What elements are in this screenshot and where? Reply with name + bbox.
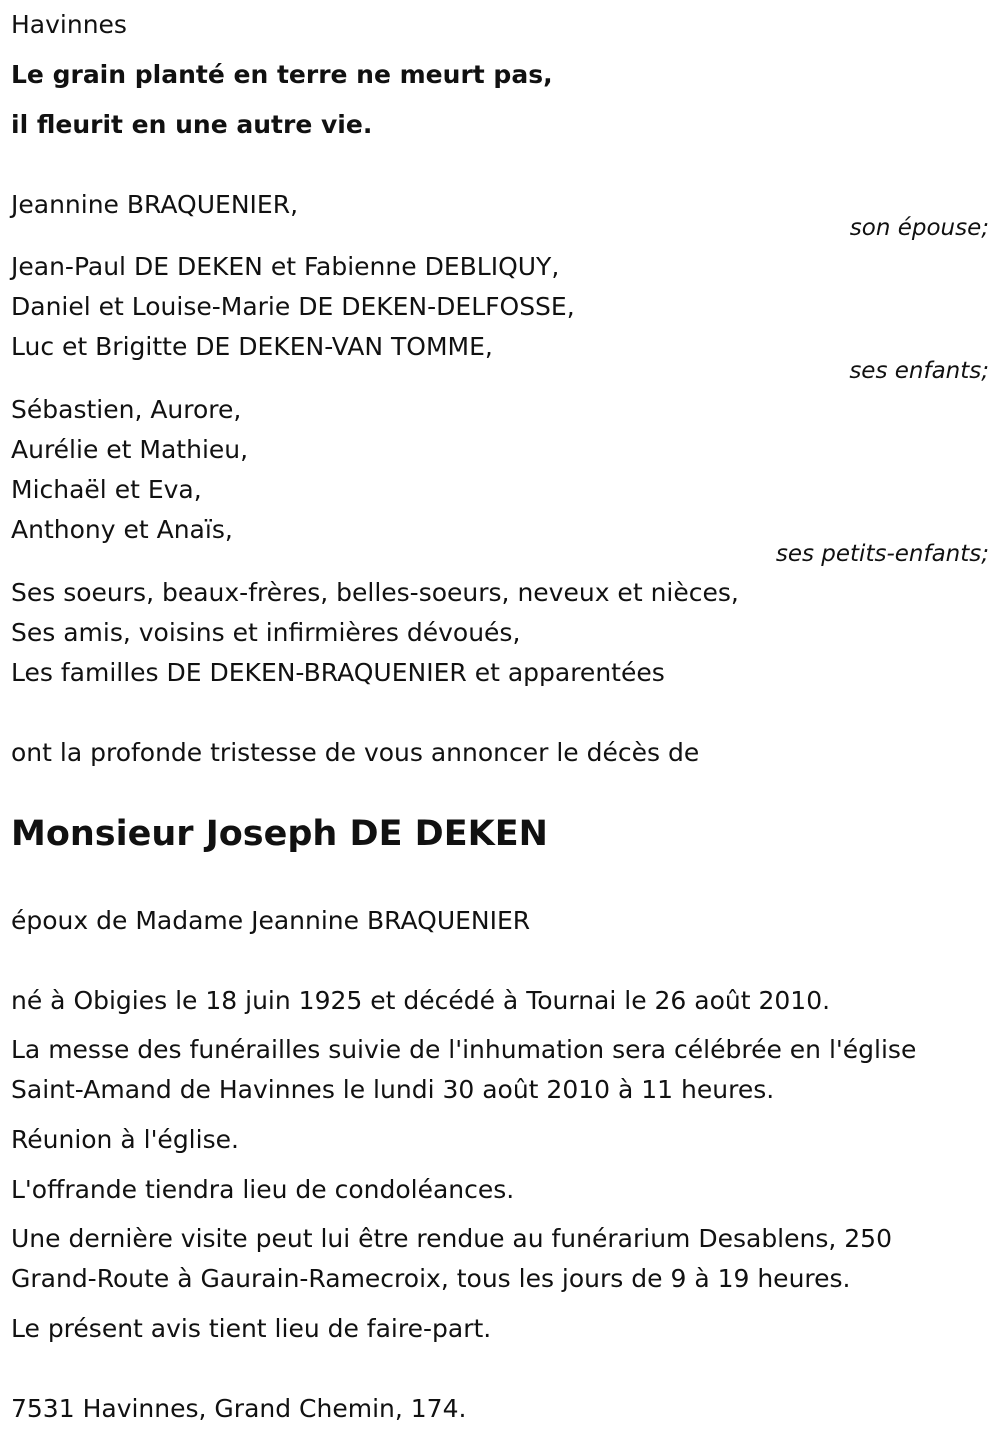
grandchildren-role: ses petits-enfants; xyxy=(775,541,989,567)
quote-line-1: Le grain planté en terre ne meurt pas, xyxy=(11,60,553,89)
grandchild-name: Sébastien, Aurore, xyxy=(11,395,242,424)
visit-line-1: Une dernière visite peut lui être rendue au funérarium Desablens, 250 xyxy=(11,1224,892,1253)
child-name: Daniel et Louise-Marie DE DEKEN-DELFOSSE, xyxy=(11,292,575,321)
other-relatives: Les familles DE DEKEN-BRAQUENIER et apparentées xyxy=(11,658,665,687)
children-role: ses enfants; xyxy=(849,358,989,384)
other-relatives: Ses amis, voisins et infirmières dévoués, xyxy=(11,618,521,647)
grandchild-name: Michaël et Eva, xyxy=(11,475,202,504)
quote-line-2: il fleurit en une autre vie. xyxy=(11,110,373,139)
meeting-line: Réunion à l'église. xyxy=(11,1125,239,1154)
child-name: Luc et Brigitte DE DEKEN-VAN TOMME, xyxy=(11,332,493,361)
place-heading: Havinnes xyxy=(11,10,127,39)
visit-line-2: Grand-Route à Gaurain-Ramecroix, tous les jours de 9 à 19 heures. xyxy=(11,1264,851,1293)
notice-line: Le présent avis tient lieu de faire-part. xyxy=(11,1314,492,1343)
address-line: 7531 Havinnes, Grand Chemin, 174. xyxy=(11,1394,467,1423)
mass-line-2: Saint-Amand de Havinnes le lundi 30 août 2010 à 11 heures. xyxy=(11,1075,775,1104)
grandchild-name: Aurélie et Mathieu, xyxy=(11,435,249,464)
offering-line: L'offrande tiendra lieu de condoléances. xyxy=(11,1175,515,1204)
birth-death-line: né à Obigies le 18 juin 1925 et décédé à Tournai le 26 août 2010. xyxy=(11,986,831,1015)
mass-line-1: La messe des funérailles suivie de l'inhumation sera célébrée en l'église xyxy=(11,1035,917,1064)
announcement-intro: ont la profonde tristesse de vous annoncer le décès de xyxy=(11,738,700,767)
other-relatives: Ses soeurs, beaux-frères, belles-soeurs, neveux et nièces, xyxy=(11,578,739,607)
spouse-of-line: époux de Madame Jeannine BRAQUENIER xyxy=(11,906,531,935)
spouse-role: son épouse; xyxy=(849,215,989,241)
grandchild-name: Anthony et Anaïs, xyxy=(11,515,233,544)
child-name: Jean-Paul DE DEKEN et Fabienne DEBLIQUY, xyxy=(11,252,560,281)
deceased-name: Monsieur Joseph DE DEKEN xyxy=(11,814,548,854)
spouse-name: Jeannine BRAQUENIER, xyxy=(11,190,299,219)
